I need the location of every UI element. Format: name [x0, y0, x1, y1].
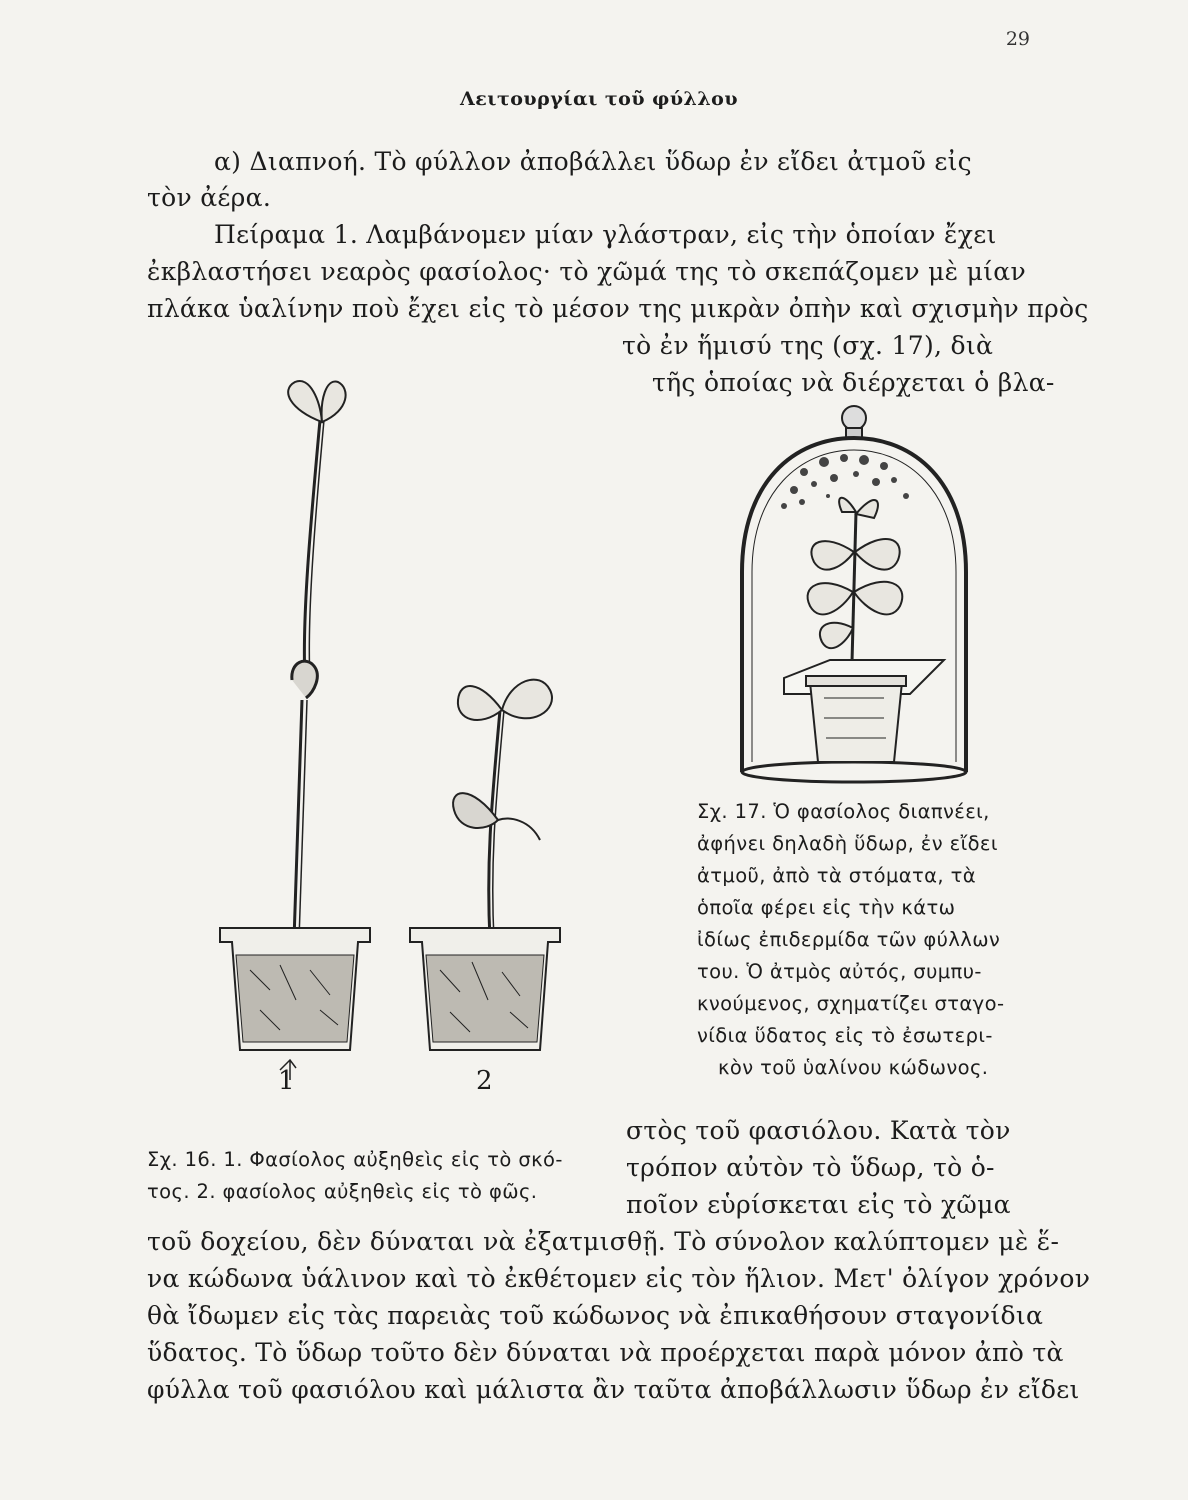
figure-17-caption-line-3: ἀτμοῦ, ἀπὸ τὰ στόματα, τὰ — [697, 864, 977, 887]
text-line-13: θὰ ἴδωμεν εἰς τὰς παρειὰς τοῦ κώδωνος νὰ ἐπικαθήσουν σταγονίδια — [147, 1301, 1044, 1330]
text-line-3: Πείραμα 1. Λαμβάνομεν μίαν γλάστραν, εἰς τὴν ὁποίαν ἔχει — [214, 220, 997, 249]
page-number: 29 — [1005, 28, 1030, 50]
text-line-4: ἐκβλαστήσει νεαρὸς φασίολος· τὸ χῶμά της τὸ σκεπάζομεν μὲ μίαν — [147, 257, 1026, 286]
figure-16-caption-line-2: τος. 2. φασίολος αὐξηθεὶς εἰς τὸ φῶς. — [147, 1180, 538, 1203]
text-line-12: να κώδωνα ὑάλινον καὶ τὸ ἐκθέτομεν εἰς τὸν ἥλιον. Μετ' ὀλίγον χρόνον — [147, 1264, 1091, 1293]
figure-17-caption-line-5: ἰδίως ἐπιδερμίδα τῶν φύλλων — [697, 928, 1001, 951]
figure-17-caption-line-7: κνούμενος, σχηματίζει σταγο- — [697, 992, 1005, 1015]
text-line-10: ποῖον εὑρίσκεται εἰς τὸ χῶμα — [626, 1190, 1011, 1219]
section-heading: Λειτουργίαι τοῦ φύλλου — [459, 88, 739, 110]
text-line-11: τοῦ δοχείου, δὲν δύναται νὰ ἐξατμισθῇ. Τὸ σύνολον καλύπτομεν μὲ ἕ- — [147, 1227, 1060, 1256]
text-line-9: τρόπον αὐτὸν τὸ ὕδωρ, τὸ ὁ- — [626, 1153, 995, 1182]
figure-16-label-2: 2 — [476, 1066, 493, 1096]
figure-17-caption-line-4: ὁποῖα φέρει εἰς τὴν κάτω — [697, 896, 956, 919]
figure-17-caption-line-2: ἀφήνει δηλαδὴ ὕδωρ, ἐν εἴδει — [697, 832, 998, 855]
figure-17-caption-line-9: κὸν τοῦ ὑαλίνου κώδωνος. — [718, 1056, 989, 1079]
figure-17-illustration — [734, 402, 1044, 802]
figure-17-caption-line-1: Σχ. 17. Ὁ φασίολος διαπνέει, — [697, 800, 990, 823]
plant-2-light-grown — [410, 680, 560, 1050]
figure-16-illustration — [210, 380, 570, 1080]
text-line-5: πλάκα ὑαλίνην ποὺ ἔχει εἰς τὸ μέσον της μικρὰν ὀπὴν καὶ σχισμὴν πρὸς — [147, 294, 1089, 323]
figure-17-caption-line-6: του. Ὁ ἀτμὸς αὐτός, συμπυ- — [697, 960, 982, 983]
figure-17-caption-line-8: νίδια ὕδατος εἰς τὸ ἐσωτερι- — [697, 1024, 993, 1047]
flower-pot — [810, 682, 902, 762]
plant-1-dark-grown — [220, 381, 370, 1080]
text-line-14: ὕδατος. Τὸ ὕδωρ τοῦτο δὲν δύναται νὰ προέρχεται παρὰ μόνον ἀπὸ τὰ — [147, 1338, 1064, 1367]
text-line-8: στὸς τοῦ φασιόλου. Κατὰ τὸν — [626, 1116, 1011, 1145]
text-line-6: τὸ ἐν ἥμισύ της (σχ. 17), διὰ — [622, 331, 994, 360]
figure-16-caption-line-1: Σχ. 16. 1. Φασίολος αὐξηθεὶς εἰς τὸ σκό- — [147, 1148, 563, 1171]
text-line-2: τὸν ἀέρα. — [147, 183, 272, 212]
figure-16-label-1: 1 — [278, 1066, 295, 1096]
bell-jar-knob — [842, 406, 866, 430]
text-line-15: φύλλα τοῦ φασιόλου καὶ μάλιστα ἂν ταῦτα ἀποβάλλωσιν ὕδωρ ἐν εἴδει — [147, 1375, 1080, 1404]
text-line-7: τῆς ὁποίας νὰ διέρχεται ὁ βλα- — [652, 368, 1055, 397]
text-line-1: α) Διαπνοή. Τὸ φύλλον ἀποβάλλει ὕδωρ ἐν εἴδει ἀτμοῦ εἰς — [214, 147, 972, 176]
